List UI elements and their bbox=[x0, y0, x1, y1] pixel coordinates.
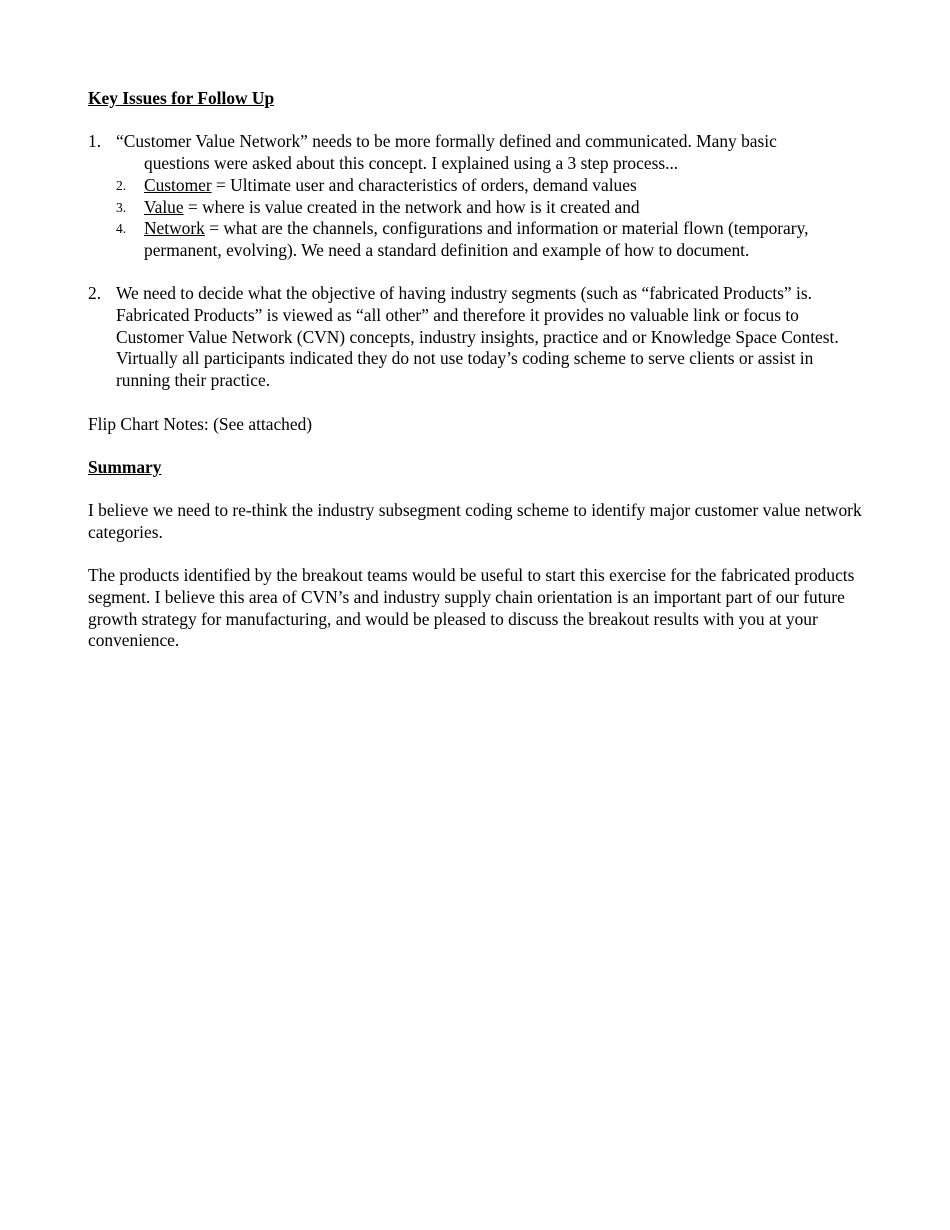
summary-paragraph-1: I believe we need to re-think the industry subsegment coding scheme to identify major customer value network categories. bbox=[88, 500, 862, 542]
document-page bbox=[88, 88, 868, 652]
spacer bbox=[88, 262, 868, 284]
sub-item-number: 2. bbox=[116, 177, 127, 193]
spacer bbox=[88, 392, 868, 414]
sub-item-text: = where is value created in the network and how is it created and bbox=[183, 196, 640, 217]
heading-key-issues: Key Issues for Follow Up bbox=[88, 88, 275, 108]
list-item-1-line2: questions were asked about this concept. I explained using a 3 step process... bbox=[144, 153, 679, 174]
list-item-1-line1: “Customer Value Network” needs to be more formally defined and communicated. Many basic bbox=[116, 131, 777, 152]
sub-item-network bbox=[88, 218, 868, 261]
list-item-2 bbox=[88, 283, 868, 392]
sub-item-term: Customer bbox=[144, 174, 212, 195]
sub-item-text: = what are the channels, configurations and information or material flown (temporary, permanent, evolving). We need a standard definition and example of how to document. bbox=[144, 218, 809, 260]
sub-item-term: Value bbox=[144, 196, 184, 217]
sub-item-customer bbox=[88, 175, 868, 197]
sub-item-term: Network bbox=[144, 218, 205, 239]
sub-item-number: 3. bbox=[116, 199, 127, 215]
list-number: 1. bbox=[88, 131, 102, 152]
sub-item-number: 4. bbox=[116, 221, 127, 237]
spacer bbox=[88, 435, 868, 457]
spacer bbox=[88, 544, 868, 566]
list-item-1 bbox=[88, 131, 868, 174]
list-item-2-text: We need to decide what the objective of having industry segments (such as “fabricated Products” is. Fabricated Products” is viewed as “all other” and therefore it provides no valuable link or focus to Customer Value Network (CVN) concepts, industry insights, practice and or Knowledge Space Contest. Virtually all participants indicated they do not use today’s coding scheme to serve clients or assist in running their practice. bbox=[116, 283, 839, 391]
sub-item-text: = Ultimate user and characteristics of orders, demand values bbox=[211, 174, 637, 195]
summary-paragraph-2: The products identified by the breakout teams would be useful to start this exercise for the fabricated products segment. I believe this area of CVN’s and industry supply chain orientation is an important part of our future growth strategy for manufacturing, and would be pleased to discuss the breakout results with you at your convenience. bbox=[88, 565, 855, 651]
list-number: 2. bbox=[88, 283, 102, 304]
heading-summary: Summary bbox=[88, 456, 162, 477]
flip-chart-notes: Flip Chart Notes: (See attached) bbox=[88, 413, 313, 434]
sub-item-value bbox=[88, 197, 868, 219]
